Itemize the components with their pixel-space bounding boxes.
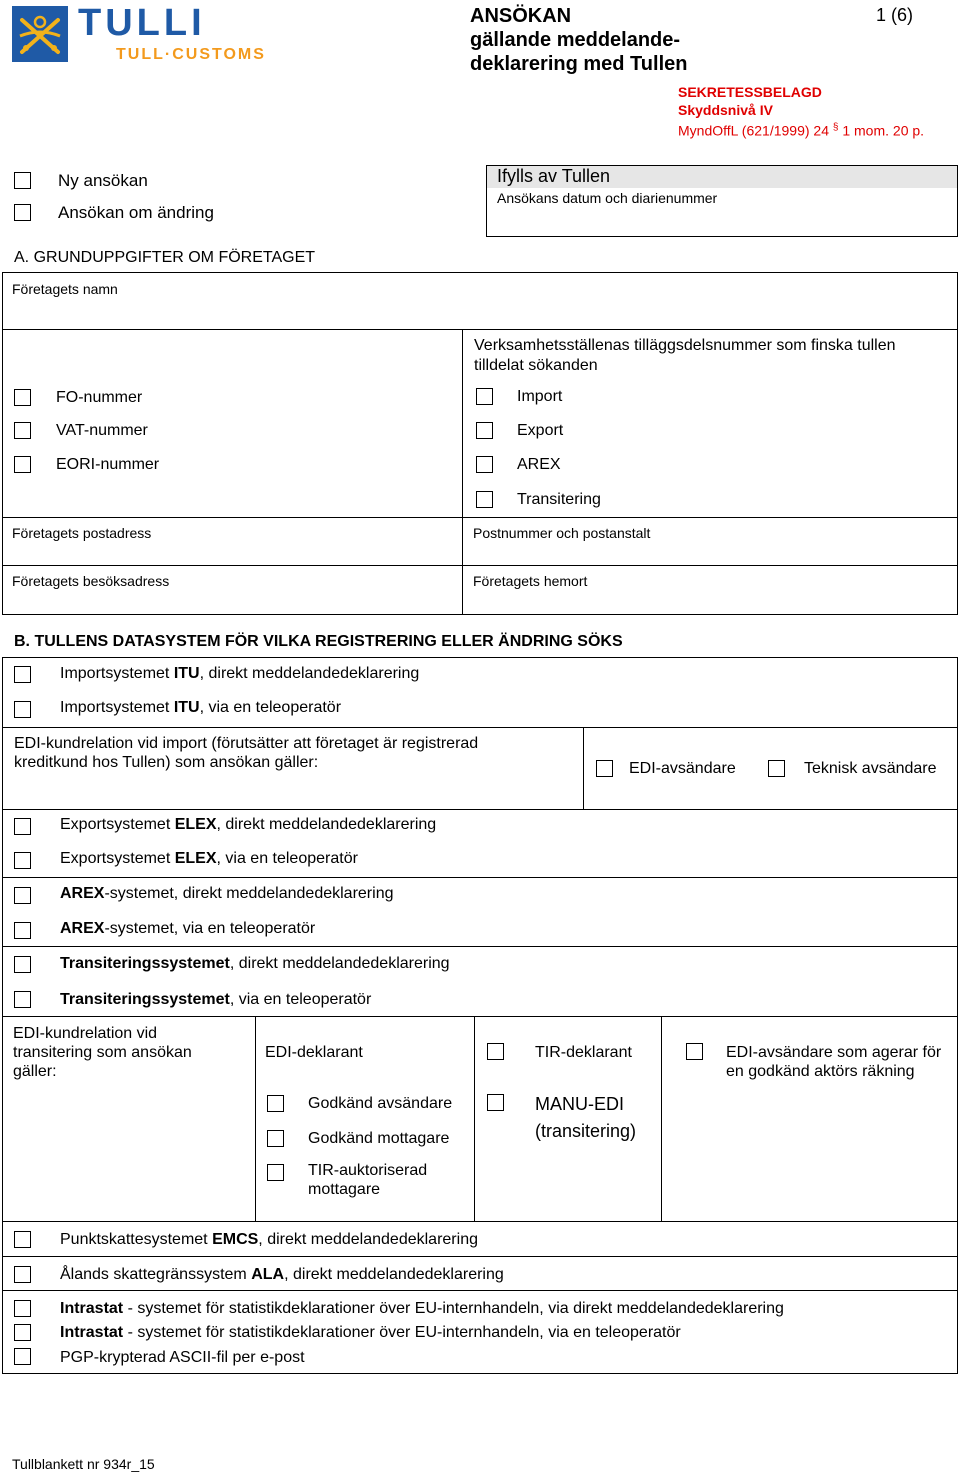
intrastat-direct-suffix: - systemet för statistikdeklarationer över EU-internhandeln, via direkt meddelandedeklarering (123, 1300, 784, 1317)
elex-operator-prefix: Exportsystemet (60, 850, 175, 867)
divider (255, 1016, 256, 1221)
intrastat-direct-label (60, 1299, 784, 1318)
approved-sender-checkbox[interactable] (267, 1095, 284, 1112)
new-application-checkbox[interactable] (14, 172, 31, 189)
law-suffix: 1 mom. 20 p. (842, 122, 925, 139)
divider (474, 1016, 475, 1221)
emcs-suffix: , direkt meddelandedeklarering (258, 1231, 478, 1248)
section-a-title: A. GRUNDUPPGIFTER OM FÖRETAGET (14, 249, 316, 266)
intrastat-direct-system: Intrastat (60, 1300, 124, 1317)
elex-operator-checkbox[interactable] (14, 852, 31, 869)
page-number: 1 (6) (876, 5, 914, 25)
vat-number-label: VAT-nummer (56, 422, 148, 439)
edi-transit-relation-text: EDI-kundrelation vid transitering som ansökan gäller: (13, 1025, 192, 1080)
logo-subtitle: TULL·CUSTOMS (116, 46, 266, 63)
transit-direct-suffix: , direkt meddelandedeklarering (229, 955, 450, 972)
emcs-direct-checkbox[interactable] (14, 1231, 31, 1248)
domicile-label: Företagets hemort (473, 573, 588, 589)
emcs-direct-label (60, 1230, 478, 1249)
title-line-2: gällande meddelande- (470, 29, 681, 51)
technical-sender-label: Teknisk avsändare (804, 760, 937, 777)
ala-suffix: , direkt meddelandedeklarering (284, 1266, 504, 1283)
divider (462, 329, 463, 615)
section-b-title: B. TULLENS DATASYSTEM FÖR VILKA REGISTRERING ELLER ÄNDRING SÖKS (14, 633, 623, 650)
edi-declarant-label: EDI-deklarant (265, 1044, 363, 1061)
arex-operator-checkbox[interactable] (14, 922, 31, 939)
logo-wordmark: TULLI (78, 2, 206, 44)
arex-label: AREX (517, 456, 561, 473)
itu-direct-label (60, 664, 419, 683)
technical-sender-checkbox[interactable] (768, 760, 785, 777)
itu-operator-suffix: , via en teleoperatör (199, 699, 342, 716)
transit-operator-system: Transiteringssystemet (60, 991, 230, 1008)
elex-operator-label (60, 849, 358, 868)
company-name-input[interactable] (12, 300, 946, 324)
fo-number-checkbox[interactable] (14, 389, 31, 406)
transit-label: Transitering (517, 491, 601, 508)
emcs-prefix: Punktskattesystemet (60, 1231, 213, 1248)
elex-direct-suffix: , direkt meddelandedeklarering (216, 816, 437, 833)
vat-number-checkbox[interactable] (14, 422, 31, 439)
itu-operator-system: ITU (173, 699, 200, 716)
customs-box-title: Ifylls av Tullen (497, 166, 611, 186)
itu-direct-checkbox[interactable] (14, 666, 31, 683)
intrastat-operator-label (60, 1323, 681, 1342)
divider (2, 727, 958, 728)
customs-box-header (487, 166, 957, 188)
confidential-block (678, 83, 924, 140)
elex-direct-system: ELEX (174, 816, 217, 833)
intrastat-operator-system: Intrastat (60, 1324, 124, 1341)
ala-direct-checkbox[interactable] (14, 1266, 31, 1283)
intrastat-direct-checkbox[interactable] (14, 1300, 31, 1317)
eori-number-checkbox[interactable] (14, 456, 31, 473)
arex-direct-suffix: -systemet, direkt meddelandedeklarering (104, 885, 394, 902)
divider (661, 1016, 662, 1221)
tir-declarant-checkbox[interactable] (487, 1043, 504, 1060)
title-line-1: ANSÖKAN (470, 5, 572, 27)
arex-direct-checkbox[interactable] (14, 887, 31, 904)
branch-numbers-title: Verksamhetsställenas tilläggsdelsnummer som finska tullen tilldelat sökanden (474, 337, 896, 374)
itu-operator-label (60, 698, 341, 717)
transit-checkbox[interactable] (476, 491, 493, 508)
transit-direct-checkbox[interactable] (14, 956, 31, 973)
manu-edi-line-1: MANU-EDI (535, 1094, 624, 1114)
arex-operator-label (60, 919, 315, 938)
export-checkbox[interactable] (476, 422, 493, 439)
itu-direct-suffix: , direkt meddelandedeklarering (199, 665, 420, 682)
tir-receiver-checkbox[interactable] (267, 1164, 284, 1181)
customs-use-box (486, 165, 958, 237)
divider (583, 727, 584, 809)
edi-sender-checkbox[interactable] (596, 760, 613, 777)
pgp-file-label: PGP-krypterad ASCII-fil per e-post (60, 1349, 305, 1366)
divider (2, 1221, 958, 1222)
divider (2, 565, 958, 566)
edi-sender-label: EDI-avsändare (629, 760, 736, 777)
eori-number-label: EORI-nummer (56, 456, 160, 473)
divider (2, 329, 958, 330)
title-line-3: deklarering med Tullen (470, 53, 688, 75)
transit-direct-system: Transiteringssystemet (60, 955, 230, 972)
tir-receiver-label: TIR-auktoriserad mottagare (308, 1162, 428, 1198)
arex-operator-suffix: -systemet, via en teleoperatör (104, 920, 316, 937)
divider (2, 809, 958, 810)
tir-declarant-label: TIR-deklarant (535, 1044, 632, 1061)
intrastat-operator-suffix: - systemet för statistikdeklarationer över EU-internhandeln, via en teleoperatör (123, 1324, 681, 1341)
divider (2, 517, 958, 518)
arex-direct-label (60, 884, 393, 903)
itu-direct-system: ITU (173, 665, 200, 682)
visiting-address-label: Företagets besöksadress (12, 573, 170, 589)
transit-operator-checkbox[interactable] (14, 991, 31, 1008)
change-application-label: Ansökan om ändring (58, 203, 214, 222)
divider (2, 1290, 958, 1291)
itu-operator-checkbox[interactable] (14, 701, 31, 718)
company-name-label: Företagets namn (12, 281, 118, 297)
logo (12, 2, 302, 64)
confidential-label: SEKRETESSBELAGD (678, 84, 822, 100)
divider (2, 1256, 958, 1257)
itu-operator-prefix: Importsystemet (60, 699, 174, 716)
itu-direct-prefix: Importsystemet (60, 665, 174, 682)
edi-sender-agent-label: EDI-avsändare som agerar för en godkänd aktörs räkning (726, 1044, 942, 1080)
ala-system: ALA (251, 1266, 285, 1283)
protection-level: Skyddsnivå IV (678, 102, 773, 118)
elex-direct-prefix: Exportsystemet (60, 816, 175, 833)
approved-receiver-label: Godkänd mottagare (308, 1130, 450, 1147)
edi-import-relation-text: EDI-kundrelation vid import (förutsätter att företaget är registrerad kreditkund hos Tullen) som ansökan gäller: (14, 735, 479, 771)
law-section-sign: § (832, 122, 839, 133)
pgp-file-checkbox[interactable] (14, 1348, 31, 1365)
edi-sender-agent-checkbox[interactable] (686, 1043, 703, 1060)
transit-direct-label (60, 954, 450, 973)
arex-direct-system: AREX (60, 885, 105, 902)
emcs-system: EMCS (212, 1231, 259, 1248)
approved-sender-label: Godkänd avsändare (308, 1095, 453, 1112)
elex-direct-label (60, 815, 436, 834)
law-prefix: MyndOffL (621/1999) 24 (678, 122, 829, 139)
ala-direct-label (60, 1265, 504, 1284)
intrastat-operator-checkbox[interactable] (14, 1324, 31, 1341)
approved-receiver-checkbox[interactable] (267, 1130, 284, 1147)
manu-edi-checkbox[interactable] (487, 1094, 504, 1111)
manu-edi-line-2: (transitering) (535, 1121, 637, 1141)
elex-operator-system: ELEX (174, 850, 217, 867)
customs-box-subtitle: Ansökans datum och diarienummer (497, 190, 718, 206)
manu-edi-label (535, 1091, 636, 1145)
fo-number-label: FO-nummer (56, 389, 143, 406)
form-number: Tullblankett nr 934r_15 (12, 1456, 155, 1472)
arex-operator-system: AREX (60, 920, 105, 937)
ala-prefix: Ålands skattegränssystem (60, 1266, 252, 1283)
change-application-checkbox[interactable] (14, 204, 31, 221)
divider (2, 946, 958, 947)
customs-emblem-icon (12, 6, 68, 62)
divider (2, 1016, 958, 1017)
arex-checkbox[interactable] (476, 456, 493, 473)
divider (2, 877, 958, 878)
export-label: Export (517, 422, 564, 439)
transit-operator-suffix: , via en teleoperatör (229, 991, 372, 1008)
import-checkbox[interactable] (476, 388, 493, 405)
elex-direct-checkbox[interactable] (14, 818, 31, 835)
transit-operator-label (60, 990, 371, 1009)
elex-operator-suffix: , via en teleoperatör (216, 850, 358, 867)
new-application-label: Ny ansökan (58, 171, 148, 190)
postal-address-label: Företagets postadress (12, 525, 152, 541)
document-title (470, 4, 687, 76)
import-label: Import (517, 388, 563, 405)
postal-code-label: Postnummer och postanstalt (473, 525, 651, 541)
law-reference (678, 119, 924, 140)
